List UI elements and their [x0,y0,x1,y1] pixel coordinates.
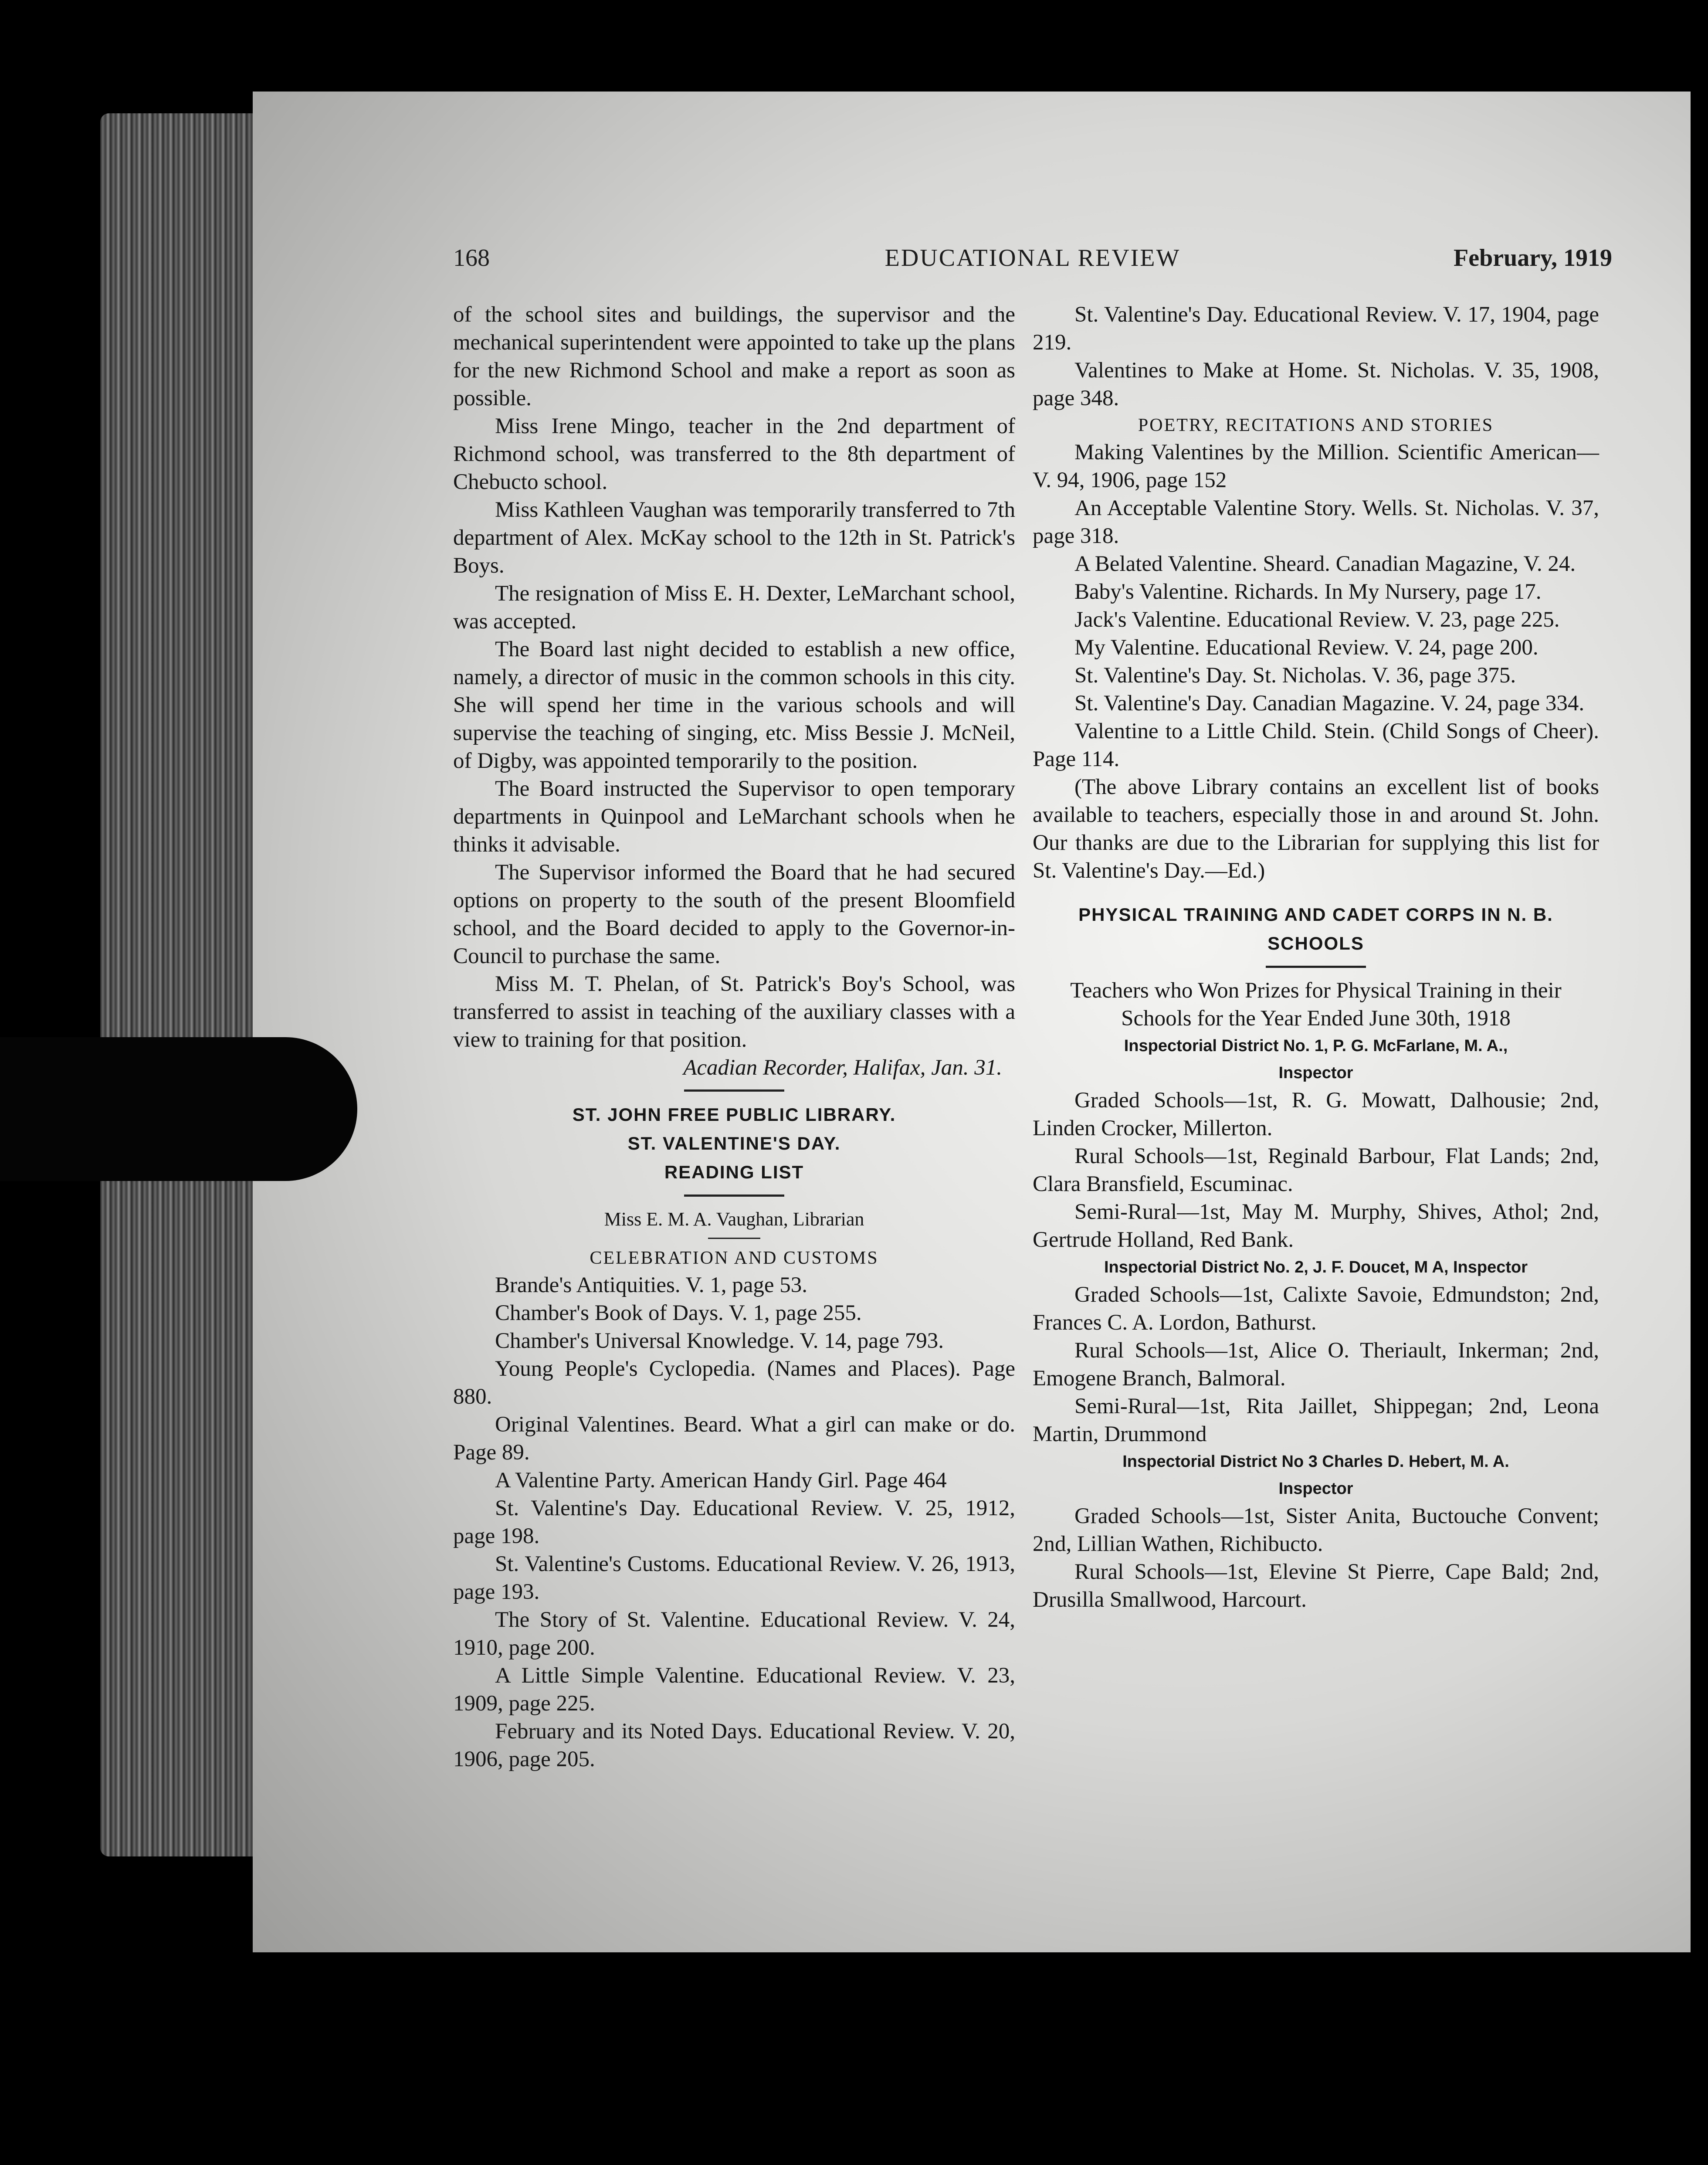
reading-list-item: St. Valentine's Day. Educational Review. V. 25, 1912, page 198. [453,1496,1015,1548]
paragraph: Miss Kathleen Vaughan was temporarily transferred to 7th department of Alex. McKay school to the 12th in St. Patrick's Boys. [453,498,1015,578]
section-title: POETRY, RECITATIONS AND STORIES [1138,415,1494,435]
librarian-credit: Miss E. M. A. Vaughan, Librarian [604,1208,864,1230]
reading-list-item: Valentines to Make at Home. St. Nicholas. V. 35, 1908, page 348. [1033,358,1599,411]
prize-entry: Graded Schools—1st, Sister Anita, Buctouche Convent; 2nd, Lillian Wathen, Richibucto. [1033,1504,1599,1556]
reading-list-item: A Valentine Party. American Handy Girl. Page 464 [495,1468,947,1493]
reading-list-item: St. Valentine's Day. Canadian Magazine. V. 24, page 334. [1074,691,1585,716]
reading-list-item: Baby's Valentine. Richards. In My Nursery, page 17. [1074,580,1542,604]
district-heading: Inspectorial District No. 1, P. G. McFarlane, M. A., [1124,1037,1508,1055]
section-rule [1266,966,1366,968]
section-rule [684,1089,784,1092]
prize-entry: Graded Schools—1st, R. G. Mowatt, Dalhousie; 2nd, Linden Crocker, Millerton. [1033,1088,1599,1140]
paragraph: The Supervisor informed the Board that he had secured options on property to the south of the present Bloomfield school, and the Board decided to apply to the Governor-in-Council to purchase the same. [453,860,1015,968]
reading-list-item: Making Valentines by the Million. Scientific American—V. 94, 1906, page 152 [1033,440,1599,492]
editor-note: (The above Library contains an excellent list of books available to teachers, especially those in and around St. John. Our thanks are due to the Librarian for supplying this list for St. Valentine's Day.—Ed.) [1033,775,1599,883]
article-heading-line2: SCHOOLS [1267,933,1364,954]
section-title: CELEBRATION AND CUSTOMS [590,1248,879,1268]
article-heading: PHYSICAL TRAINING AND CADET CORPS IN N. B. [1078,904,1553,925]
issue-date: February, 1919 [1454,244,1612,271]
winners-intro: Teachers who Won Prizes for Physical Training in their Schools for the Year Ended June 30th, 1918 [1070,978,1562,1031]
reading-list-item: Brande's Antiquities. V. 1, page 53. [495,1273,808,1297]
reading-list-item: Chamber's Universal Knowledge. V. 14, page 793. [495,1329,944,1353]
paragraph: The Board last night decided to establish a new office, namely, a director of music in the common schools in this city. She will spend her time in the various schools and will supervise the teaching of singing, etc. Miss Bessie J. McNeil, of Digby, was appointed temporarily to the position. [453,637,1015,773]
section-rule [684,1194,784,1197]
journal-title: EDUCATIONAL REVIEW [884,244,1181,271]
reading-list-item: A Belated Valentine. Sheard. Canadian Magazine, V. 24. [1074,552,1576,576]
district-heading-line2: Inspector [1278,1480,1353,1498]
running-header [453,244,1612,283]
page-number: 168 [453,244,490,271]
district-heading: Inspectorial District No 3 Charles D. Hebert, M. A. [1122,1452,1509,1471]
reading-list-item: The Story of St. Valentine. Educational Review. V. 24, 1910, page 200. [453,1608,1015,1660]
reading-list-item: February and its Noted Days. Educational Review. V. 20, 1906, page 205. [453,1719,1015,1771]
prize-entry: Semi-Rural—1st, May M. Murphy, Shives, Athol; 2nd, Gertrude Holland, Red Bank. [1033,1200,1599,1252]
prize-entry: Rural Schools—1st, Alice O. Theriault, Inkerman; 2nd, Emogene Branch, Balmoral. [1033,1338,1599,1391]
paragraph: The Board instructed the Supervisor to open temporary departments in Quinpool and LeMarchant schools when he thinks it advisable. [453,777,1015,857]
reading-list-item: St. Valentine's Day. Educational Review. V. 17, 1904, page 219. [1033,302,1599,355]
library-heading: ST. JOHN FREE PUBLIC LIBRARY. [572,1104,896,1125]
prize-entry: Rural Schools—1st, Elevine St Pierre, Cape Bald; 2nd, Drusilla Smallwood, Harcourt. [1033,1560,1599,1612]
library-subheading: ST. VALENTINE'S DAY. [627,1133,841,1154]
spacer [1033,885,1599,900]
reading-list-item: An Acceptable Valentine Story. Wells. St. Nicholas. V. 37, page 318. [1033,496,1599,548]
book-page-edges [100,113,253,1856]
source-citation: Acadian Recorder, Halifax, Jan. 31. [683,1055,1002,1080]
reading-list-item: Valentine to a Little Child. Stein. (Child Songs of Cheer). Page 114. [1033,719,1599,771]
reading-list-item: My Valentine. Educational Review. V. 24, page 200. [1074,635,1539,660]
left-column [453,301,1015,1773]
paragraph: Miss M. T. Phelan, of St. Patrick's Boy's School, was transferred to assist in teaching of the auxiliary classes with a view to training for that position. [453,972,1015,1052]
reading-list-item: A Little Simple Valentine. Educational Review. V. 23, 1909, page 225. [453,1663,1015,1716]
paragraph: of the school sites and buildings, the supervisor and the mechanical superintendent were appointed to take up the plans for the new Richmond School and make a report as soon as possible. [453,302,1015,411]
district-heading: Inspectorial District No. 2, J. F. Doucet, M A, Inspector [1104,1258,1528,1276]
reading-list-heading: READING LIST [664,1162,804,1182]
prize-entry: Graded Schools—1st, Calixte Savoie, Edmundston; 2nd, Frances C. A. Lordon, Bathurst. [1033,1283,1599,1335]
reading-list-item: Original Valentines. Beard. What a girl can make or do. Page 89. [453,1412,1015,1465]
reading-list-item: Chamber's Book of Days. V. 1, page 255. [495,1301,862,1325]
section-rule [708,1238,760,1239]
reading-list-item: Jack's Valentine. Educational Review. V. 23, page 225. [1074,607,1560,632]
district-heading-line2: Inspector [1278,1064,1353,1082]
paragraph: The resignation of Miss E. H. Dexter, LeMarchant school, was accepted. [453,581,1015,634]
prize-entry: Semi-Rural—1st, Rita Jaillet, Shippegan; 2nd, Leona Martin, Drummond [1033,1394,1599,1446]
right-column [1033,301,1599,1614]
prize-entry: Rural Schools—1st, Reginald Barbour, Flat Lands; 2nd, Clara Bransfield, Escuminac. [1033,1144,1599,1196]
reading-list-item: Young People's Cyclopedia. (Names and Places). Page 880. [453,1357,1015,1409]
reading-list-item: St. Valentine's Day. St. Nicholas. V. 36, page 375. [1074,663,1516,688]
reading-list-item: St. Valentine's Customs. Educational Review. V. 26, 1913, page 193. [453,1552,1015,1604]
thumb-silhouette [0,1037,357,1181]
paragraph: Miss Irene Mingo, teacher in the 2nd department of Richmond school, was transferred to the 8th department of Chebucto school. [453,414,1015,494]
